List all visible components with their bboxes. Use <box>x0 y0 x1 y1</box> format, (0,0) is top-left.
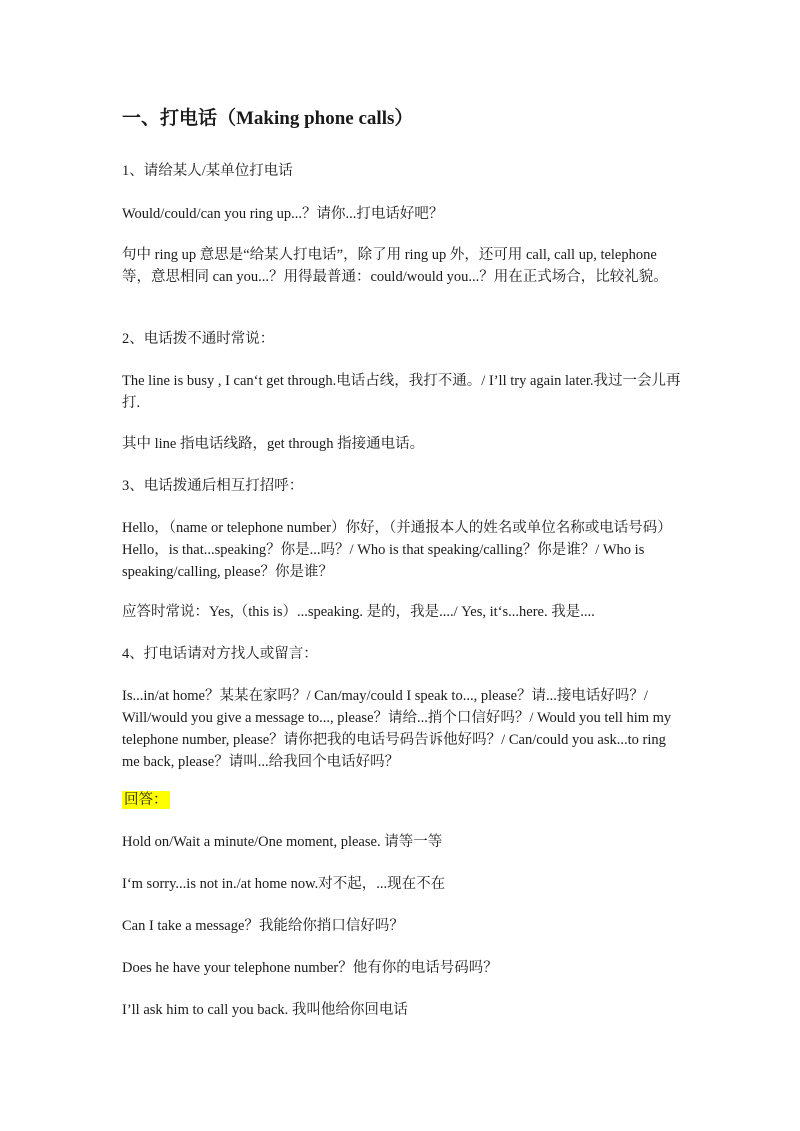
section-3-paragraph-2: 应答时常说：Yes,（this is）...speaking. 是的，我是..../ Yes, it‘s...here. 我是.... <box>122 604 595 620</box>
page-title: 一、打电话（Making phone calls） <box>122 108 414 129</box>
answer-label-row <box>122 789 170 811</box>
section-2-paragraph-2: 其中 line 指电话线路，get through 指接通电话。 <box>122 436 425 452</box>
section-2-heading: 2、电话拨不通时常说： <box>122 331 275 347</box>
section-1-paragraph-1: Would/could/can you ring up...？请你...打电话好吧？ <box>122 206 444 222</box>
answer-line-4: Does he have your telephone number？他有你的电话号码吗？ <box>122 960 498 976</box>
answer-line-3: Can I take a message？我能给你捎口信好吗？ <box>122 918 404 934</box>
section-1-heading: 1、请给某人/某单位打电话 <box>122 163 293 179</box>
section-1-paragraph-2: 句中 ring up 意思是“给某人打电话”，除了用 ring up 外，还可用 call, call up, telephone 等，意思相同 can you...？用得最普通：could/would you...？用在正式场合，比较礼貌。 <box>122 247 668 285</box>
section-3-heading: 3、电话拨通后相互打招呼： <box>122 478 304 494</box>
answer-line-5: I’ll ask him to call you back. 我叫他给你回电话 <box>122 1002 408 1018</box>
section-4-paragraph-1: Is...in/at home？某某在家吗？/ Can/may/could I speak to..., please？请...接电话好吗？/ Will/would you give a message to..., please？请给...捎个口信好吗？/ Would you tell him my telephone number, please？请你把我的电话号码告诉他好吗？/ Can/could you ask...to ring me back, please？请叫...给我回个电话好吗？ <box>122 688 672 770</box>
section-4-heading: 4、打电话请对方找人或留言： <box>122 646 318 662</box>
answer-line-1: Hold on/Wait a minute/One moment, please. 请等一等 <box>122 834 443 850</box>
section-3-paragraph-1: Hello，（name or telephone number）你好，（并通报本人的姓名或单位名称或电话号码）Hello，is that...speaking？你是...吗？/ Who is that speaking/calling？你是谁？/ Who is speaking/calling, please？你是谁？ <box>122 520 672 580</box>
answer-label: 回答： <box>124 792 168 808</box>
answer-line-2: I‘m sorry...is not in./at home now.对不起，...现在不在 <box>122 876 446 892</box>
section-2-paragraph-1: The line is busy , I can‘t get through.电话占线，我打不通。/ I’ll try again later.我过一会儿再打. <box>122 373 681 411</box>
